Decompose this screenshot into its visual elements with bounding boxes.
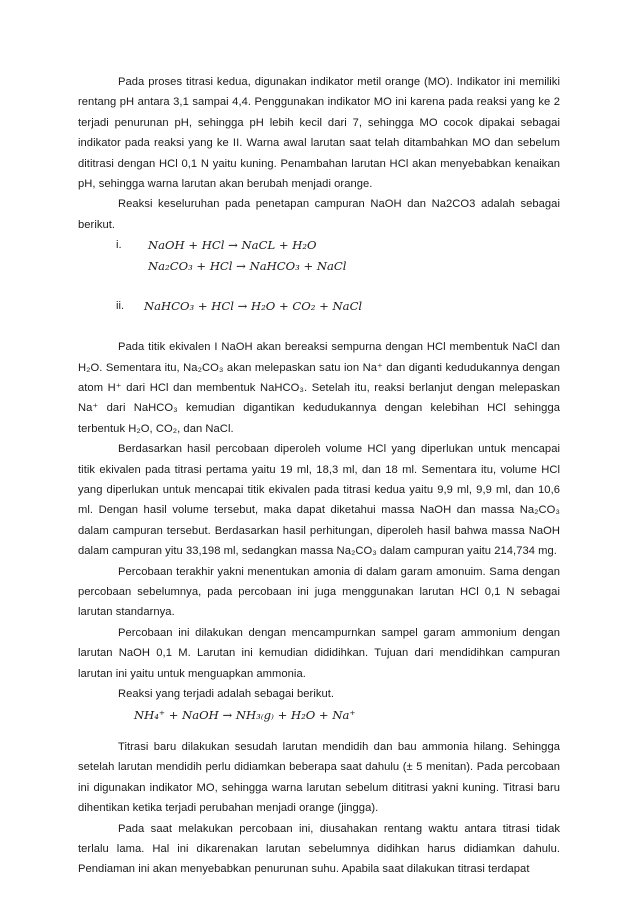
equation-naoh-hcl: NaOH + HCl → NaCL + H₂O [148, 238, 317, 253]
paragraph-titrasi-kedua: Pada proses titrasi kedua, digunakan indikator metil orange (MO). Indikator ini memiliki rentang pH antara 3,1 sampai 4,4. Penggunakan indikator MO ini karena pada reaksi yang ke 2 terjadi penurunan pH, sehingga pH lebih kecil dari 7, sehingga MO cocok dipakai sebagai indikator pada reaksi yang ke II. Warna awal larutan saat telah ditambahkan MO dan sebelum dititrasi dengan HCl 0,1 N yaitu kuning. Penambahan larutan HCl akan menyebabkan kenaikan pH, sehingga warna larutan akan berubah menjadi orange. [78, 76, 560, 191]
reaction-1 [78, 235, 560, 255]
paragraph-titrasi-baru: Titrasi baru dilakukan sesudah larutan mendidih dan bau ammonia hilang. Sehingga setelah larutan mendidih perlu didiamkan beberapa saat dahulu (± 5 menitan). Pada percobaan ini digunakan indikator MO, sehingga warna larutan sebelum dititrasi yakni kuning. Titrasi baru dihentikan ketika terjadi perubahan menjadi orange (jingga). [78, 740, 560, 815]
reaction-4 [78, 705, 560, 725]
reaction-number-ii: ii. [116, 300, 125, 313]
reaction-2 [78, 256, 560, 276]
equation-na2co3-hcl: Na₂CO₃ + HCl → NaHCO₃ + NaCl [148, 258, 347, 273]
paragraph-titik-ekivalen: Pada titik ekivalen I NaOH akan bereaksi sempurna dengan HCl membentuk NaCl dan H₂O. Sementara itu, Na₂CO₃ akan melepaskan satu ion Na⁺ dan diganti kedudukannya dengan atom H⁺ dari HCl dan membentuk NaHCO₃. Setelah itu, reaksi berlanjut dengan melepaskan Na⁺ dari NaHCO₃ kemudian digantikan kedudukannya dengan kelebihan HCl sehingga terbentuk H₂O, CO₂, dan NaCl. [78, 341, 560, 435]
paragraph-percobaan-terakhir: Percobaan terakhir yakni menentukan amonia di dalam garam amonuim. Sama dengan percobaan sebelumnya, pada percobaan ini juga menggunakan larutan HCl 0,1 N sebagai larutan standarnya. [78, 565, 560, 619]
equation-nh4-naoh: NH₄⁺ + NaOH → NH₃₍g₎ + H₂O + Na⁺ [134, 707, 356, 722]
paragraph-hasil-percobaan: Berdasarkan hasil percobaan diperoleh volume HCl yang diperlukan untuk mencapai titik ekivalen pada titrasi pertama yaitu 19 ml, 18,3 ml, dan 18 ml. Sementara itu, volume HCl yang diperlukan untuk mencapai titik ekivalen pada titrasi kedua yaitu 9,9 ml, 9,9 ml, dan 10,6 ml. Dengan hasil volume tersebut, maka dapat diketahui massa NaOH dan massa Na₂CO₃ dalam campuran tersebut. Berdasarkan hasil perhitungan, diperoleh hasil bahwa massa NaOH dalam campuran yitu 33,198 ml, sedangkan massa Na₂CO₃ dalam campuran yaitu 214,734 mg. [78, 443, 560, 558]
reaction-3 [78, 296, 560, 316]
reaction-number-i: i. [116, 239, 122, 252]
paragraph-reaksi-terjadi: Reaksi yang terjadi adalah sebagai berikut. [118, 688, 335, 701]
paragraph-reaksi-keseluruhan: Reaksi keseluruhan pada penetapan campuran NaOH dan Na2CO3 adalah sebagai berikut. [78, 198, 560, 231]
paragraph-rentang-waktu: Pada saat melakukan percobaan ini, diusahakan rentang waktu antara titrasi tidak terlalu lama. Hal ini dikarenakan larutan sebelumnya didihkan harus didiamkan dahulu. Pendiaman ini akan menyebabkan penurunan suhu. Apabila saat dilakukan titrasi terdapat [78, 822, 560, 876]
paragraph-pencampuran: Percobaan ini dilakukan dengan mencampurnkan sampel garam ammonium dengan larutan NaOH 0,1 M. Larutan ini kemudian dididihkan. Tujuan dari mendidihkan campuran larutan ini yaitu untuk menguapkan ammonia. [78, 626, 560, 680]
equation-nahco3-hcl: NaHCO₃ + HCl → H₂O + CO₂ + NaCl [144, 299, 363, 314]
